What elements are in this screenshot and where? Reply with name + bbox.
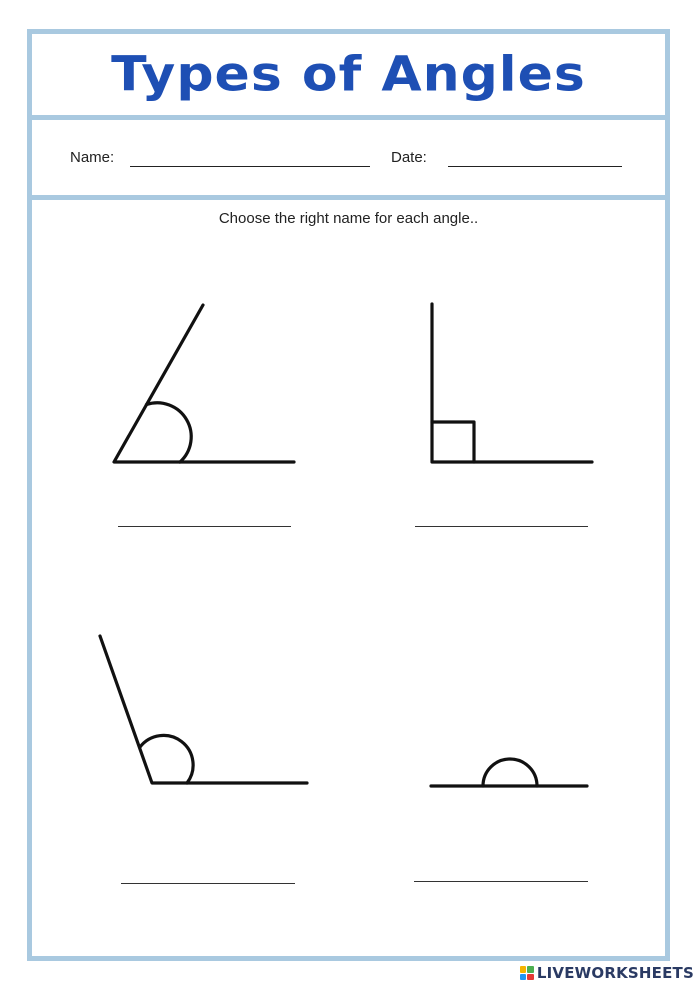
instruction-text: Choose the right name for each angle.. bbox=[218, 210, 479, 227]
acute-angle-icon bbox=[114, 305, 294, 462]
answer-field-straight[interactable] bbox=[414, 881, 588, 882]
brand-name: LIVEWORKSHEETS bbox=[536, 964, 694, 982]
answer-field-acute[interactable] bbox=[118, 526, 291, 527]
worksheet-frame bbox=[27, 29, 670, 961]
name-label: Name: bbox=[70, 149, 115, 166]
liveworksheets-branding[interactable] bbox=[520, 964, 694, 982]
page-title: Types of Angles bbox=[111, 46, 586, 103]
liveworksheets-logo-icon bbox=[520, 966, 534, 980]
obtuse-angle-icon bbox=[100, 636, 307, 783]
right-angle-icon bbox=[432, 304, 592, 462]
answer-field-right[interactable] bbox=[415, 526, 588, 527]
answer-field-obtuse[interactable] bbox=[121, 883, 295, 884]
date-label: Date: bbox=[391, 149, 427, 166]
straight-angle-icon bbox=[431, 759, 587, 786]
angles-drawing bbox=[32, 34, 665, 956]
